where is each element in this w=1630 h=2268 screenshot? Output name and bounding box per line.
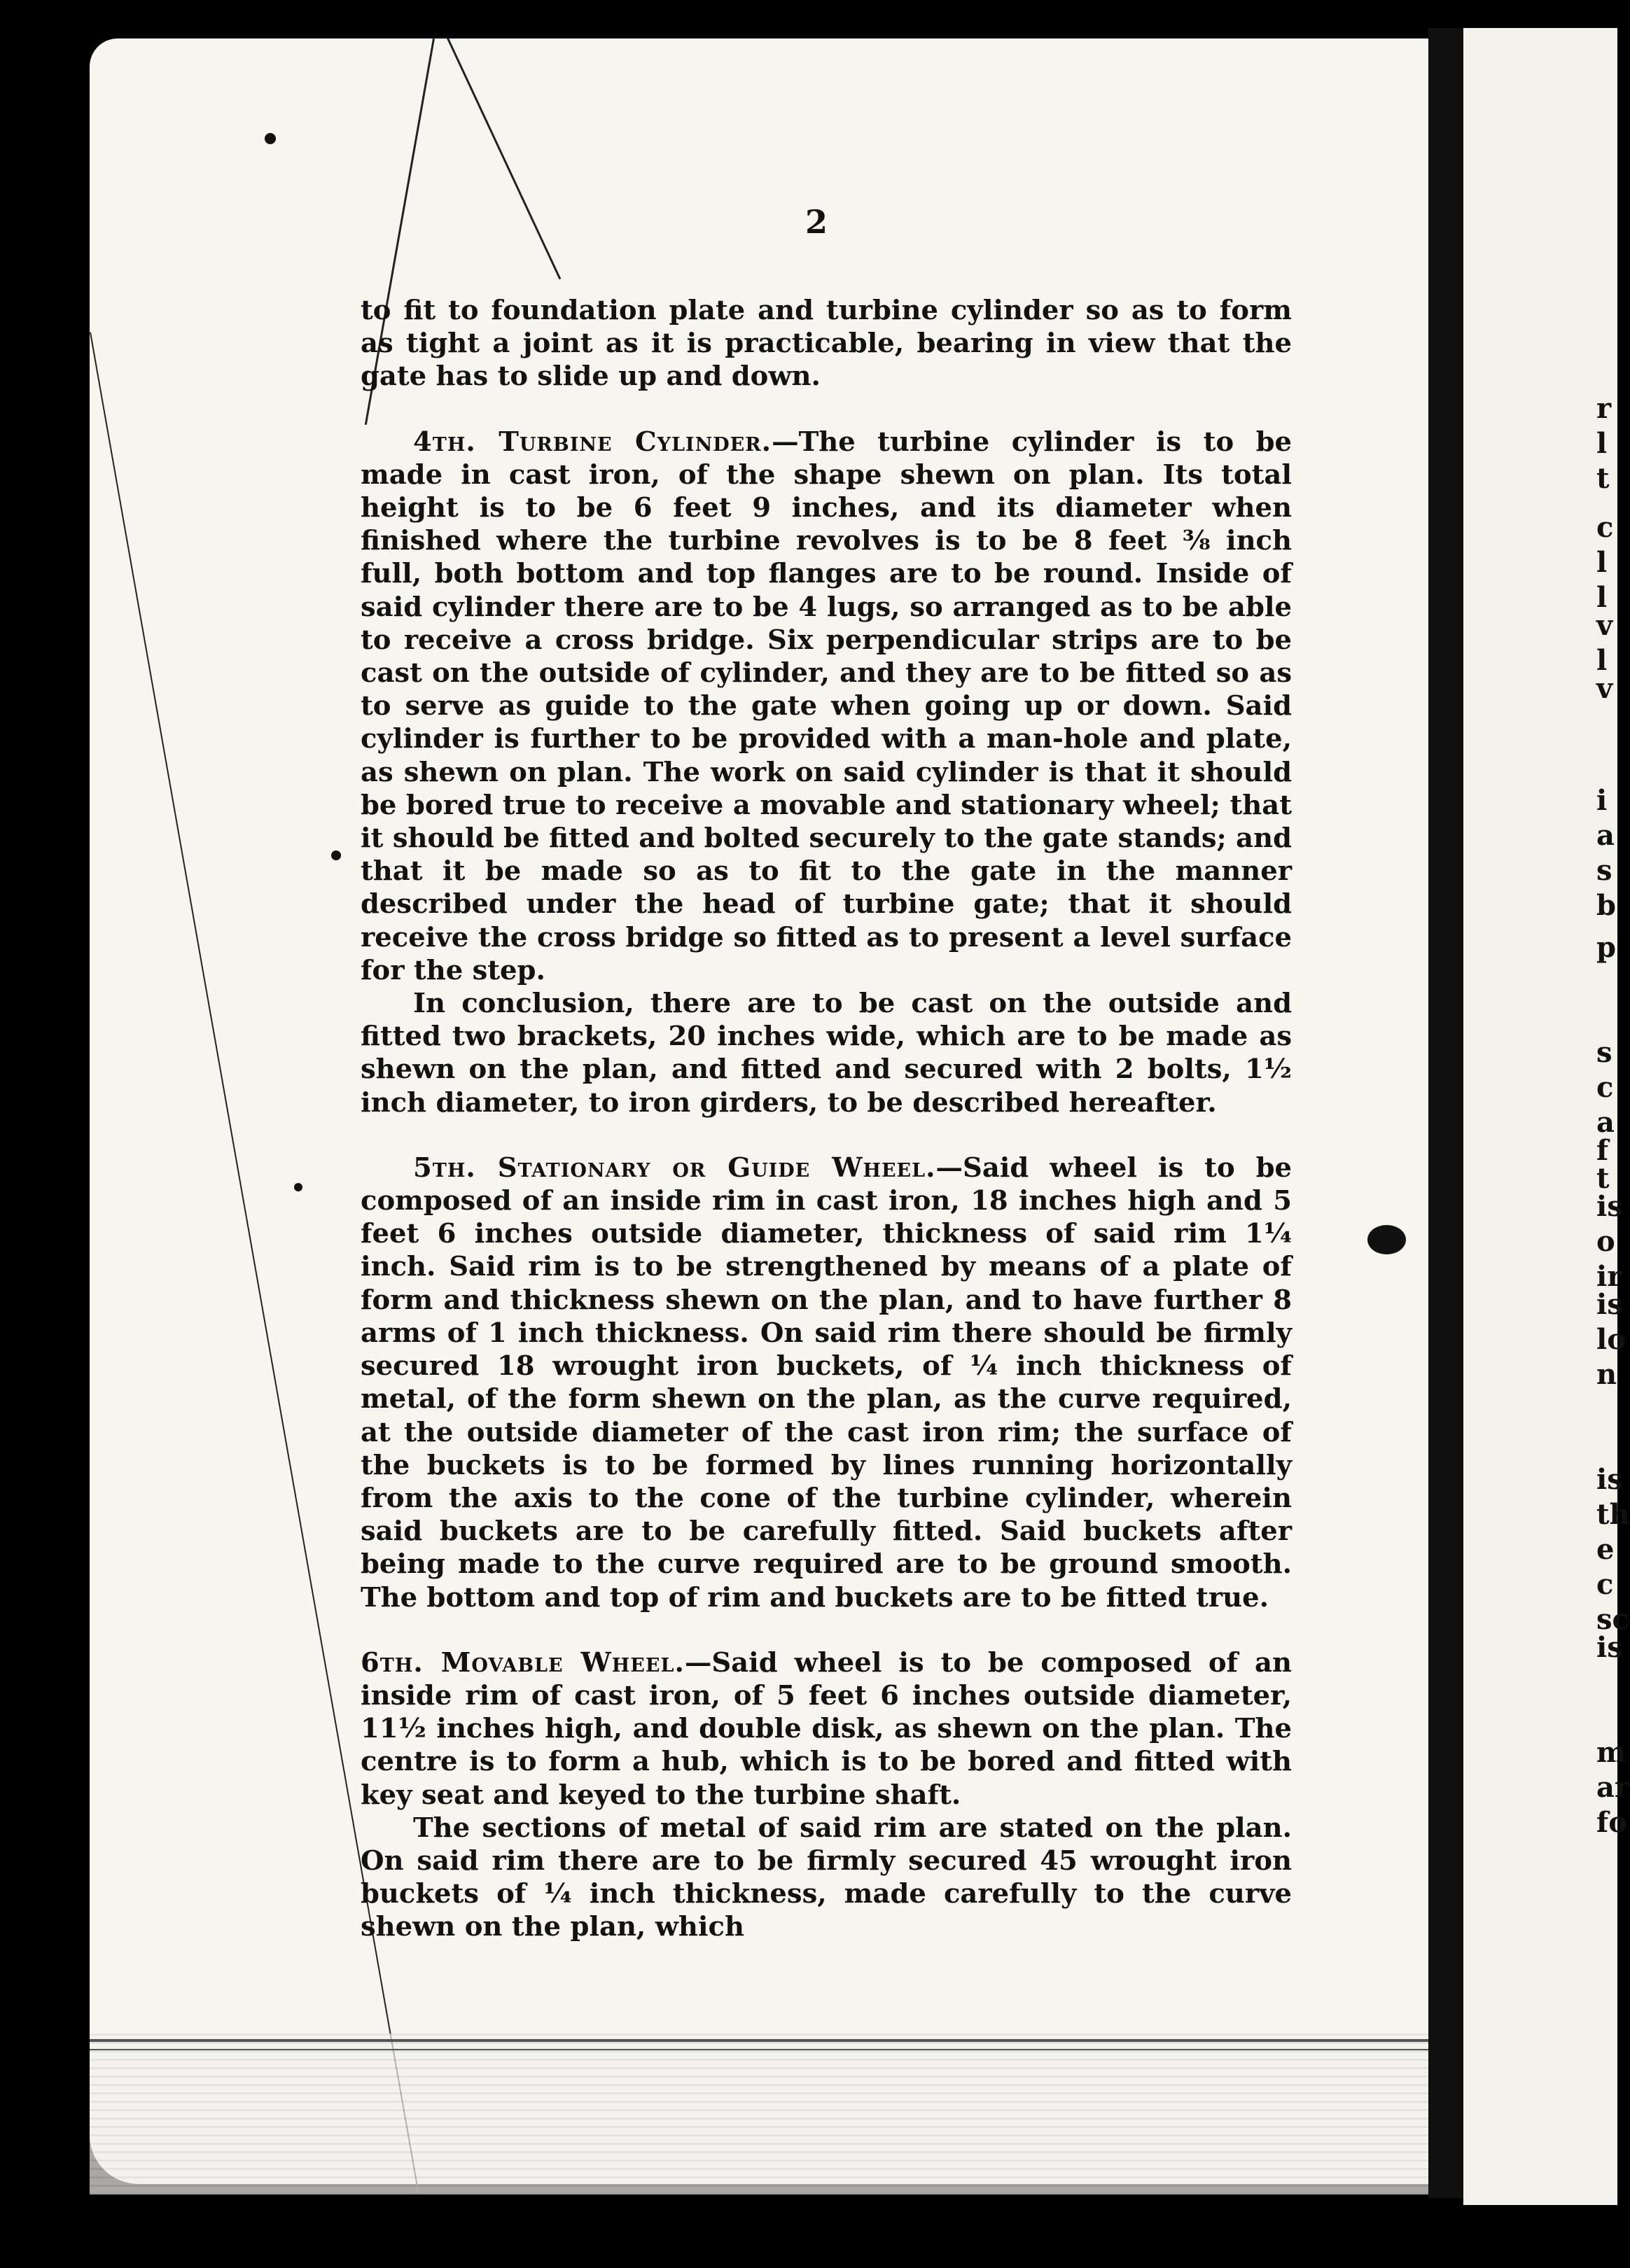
paragraph-text: The sections of metal of said rim are stated on the plan. On said rim there are to be firmly secured 45 wrought iron buckets of ¼ inch thickness, made carefully to the curve shewn on the plan, which	[361, 1812, 1292, 1943]
adjacent-page-line: s	[1596, 854, 1612, 887]
ruled-line	[90, 2039, 1448, 2042]
adjacent-page-line: th	[1596, 1498, 1630, 1531]
paragraph-text: to fit to foundation plate and turbine cylinder so as to form as tight a joint as it is practicable, bearing in view that the gate has to slide up and down.	[361, 295, 1292, 393]
adjacent-page	[1463, 28, 1630, 2205]
paragraph-heading: 4th. Turbine Cylinder.	[413, 426, 772, 458]
ink-smudge	[1367, 1225, 1406, 1254]
paragraph	[361, 987, 1292, 1119]
paragraph-heading: 5th. Stationary or Guide Wheel.	[413, 1152, 936, 1184]
ink-smudge	[294, 1183, 302, 1191]
paragraph-text: —Said wheel is to be composed of an inside rim of cast iron, of 5 feet 6 inches outside diameter, 11½ inches high, and double disk, as shewn on the plan. The centre is to form a hub, which is to be bored and fitted with key seat and keyed to the turbine shaft.	[361, 1646, 1292, 1811]
scan-streak	[447, 38, 561, 280]
adjacent-page-line: c	[1596, 1071, 1614, 1104]
adjacent-page-line: is	[1596, 1288, 1623, 1321]
adjacent-page-line: is	[1596, 1190, 1623, 1223]
adjacent-page-line: t	[1596, 462, 1610, 495]
adjacent-page-line: s	[1596, 1036, 1612, 1069]
adjacent-page-line: c	[1596, 511, 1614, 544]
paragraph	[361, 426, 1292, 987]
paragraph-text: In conclusion, there are to be cast on the outside and fitted two brackets, 20 inches wide, which are to be made as shewn on the plan, and fitted and secured with 2 bolts, 1½ inch diameter, to iron girders, to be described hereafter.	[361, 988, 1292, 1119]
adjacent-page-line: r	[1596, 392, 1612, 425]
adjacent-page-line: sc	[1596, 1603, 1629, 1636]
adjacent-page-line: fo	[1596, 1806, 1627, 1839]
adjacent-page-line: l	[1596, 581, 1608, 614]
paragraph	[361, 294, 1292, 393]
paragraph-text: —The turbine cylinder is to be made in cast iron, of the shape shewn on plan. Its total height is to be 6 feet 9 inches, and its diameter when finished where the turbine revolves is to be 8 feet ⅜ inch full, both bottom and top flanges are to be round. Inside of said cylinder there are to be 4 lugs, so arranged as to be able to receive a cross bridge. Six perpendicular strips are to be cast on the outside of cylinder, and they are to be fitted so as to serve as guide to the gate when going up or down. Said cylinder is further to be provided with a man-hole and plate, as shewn on plan. The work on said cylinder is that it should be bored true to receive a movable and stationary wheel; that it should be fitted and bolted securely to the gate stands; and that it be made so as to fit to the gate in the manner described under the head of turbine gate; that it should receive the cross bridge so fitted as to present a level surface for the step.	[361, 426, 1292, 986]
book-gutter	[1428, 28, 1463, 2198]
adjacent-page-line: f	[1596, 1134, 1609, 1167]
paragraph	[361, 1646, 1292, 1812]
adjacent-page-line: is	[1596, 1463, 1623, 1496]
adjacent-page-line: a	[1596, 1106, 1615, 1139]
adjacent-page-line: ir	[1596, 1260, 1622, 1293]
adjacent-page-line: b	[1596, 889, 1616, 922]
adjacent-page-line: p	[1596, 931, 1616, 964]
ruled-line	[90, 2049, 1448, 2050]
adjacent-page-line: a	[1596, 819, 1615, 852]
paragraph	[361, 1812, 1292, 1944]
adjacent-page-line: l	[1596, 427, 1608, 460]
ruled-margin	[90, 2033, 1448, 2194]
adjacent-page-line: t	[1596, 1162, 1610, 1195]
adjacent-page-line: o	[1596, 1225, 1615, 1258]
adjacent-page-line: i	[1596, 784, 1608, 817]
adjacent-page-line: n	[1596, 1358, 1617, 1391]
body-text	[361, 294, 1292, 1944]
adjacent-page-line: l	[1596, 546, 1608, 579]
ink-smudge	[265, 133, 276, 144]
paragraph	[361, 1152, 1292, 1614]
adjacent-page-line: l	[1596, 644, 1608, 677]
adjacent-page-line: c	[1596, 1568, 1614, 1601]
page-number: 2	[805, 203, 828, 241]
adjacent-page-line: ar	[1596, 1771, 1629, 1804]
adjacent-page-line: m	[1596, 1736, 1626, 1769]
adjacent-page-line: v	[1596, 672, 1613, 705]
adjacent-page-line: e	[1596, 1533, 1615, 1566]
adjacent-page-line: is	[1596, 1631, 1623, 1664]
adjacent-page-line: v	[1596, 609, 1613, 642]
paragraph-text: —Said wheel is to be composed of an inside rim in cast iron, 18 inches high and 5 feet 6 inches outside diameter, thickness of said rim 1¼ inch. Said rim is to be strengthened by means of a plate of form and thickness shewn on the plan, and to have further 8 arms of 1 inch thickness. On said rim there should be firmly secured 18 wrought iron buckets, of ¼ inch thickness of metal, of the form shewn on the plan, as the curve required, at the outside diameter of the cast iron rim; the surface of the buckets is to be formed by lines running horizontally from the axis to the cone of the turbine cylinder, wherein said buckets are to be carefully fitted. Said buckets after being made to the curve required are to be ground smooth. The bottom and top of rim and buckets are to be fitted true.	[361, 1152, 1293, 1614]
paragraph-heading: 6th. Movable Wheel.	[361, 1646, 685, 1679]
ink-smudge	[331, 850, 341, 860]
adjacent-page-line: lo	[1596, 1323, 1626, 1356]
